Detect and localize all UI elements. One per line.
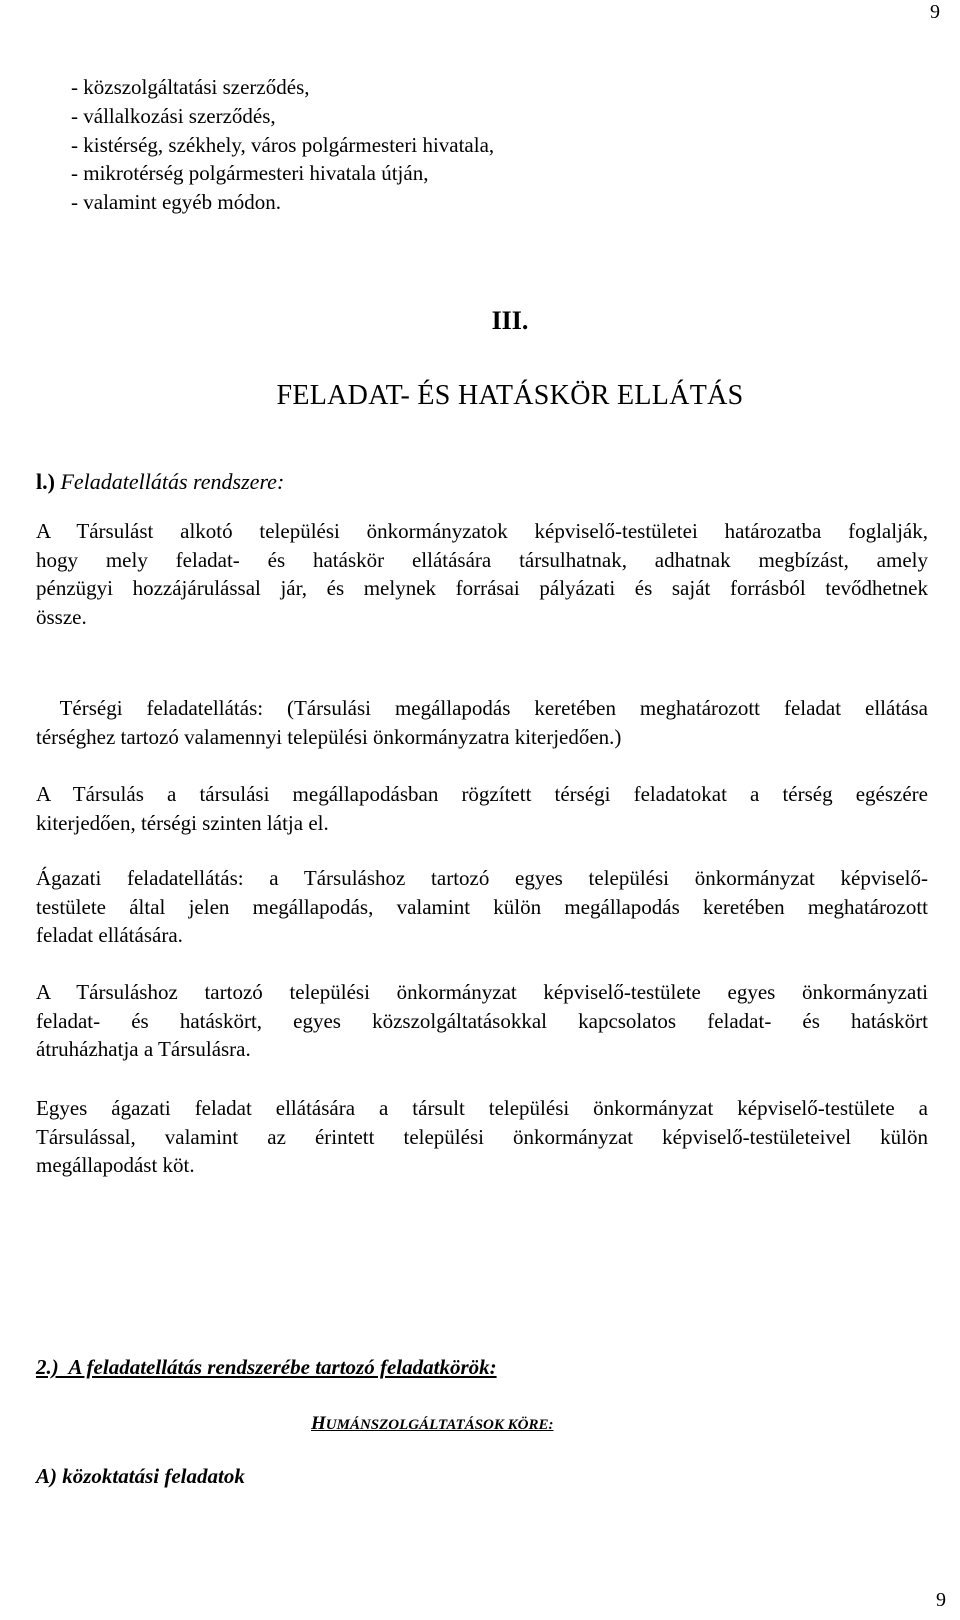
subsection-heading [36, 469, 284, 495]
paragraph-line: testülete által jelen megállapodás, valamint külön megállapodás keretében meghatározott [36, 894, 928, 919]
list-item: - mikrotérség polgármesteri hivatala útján, [71, 161, 429, 186]
subheading-humanszolgaltatasok [311, 1413, 553, 1435]
paragraph-line: össze. [36, 604, 87, 629]
paragraph-line: feladat- és hatáskört, egyes közszolgáltatásokkal kapcsolatos feladat- és hatáskört [36, 1008, 928, 1033]
paragraph-line: pénzügyi hozzájárulással jár, és melynek forrásai pályázati és saját forrásból tevődhetnek [36, 576, 928, 601]
subsection-title: Feladatellátás rendszere: [60, 469, 285, 494]
paragraph-line: A Társulás a társulási megállapodásban rögzített térségi feladatokat a térség egészére [36, 782, 928, 806]
paragraph-line: Egyes ágazati feladat ellátására a társult települési önkormányzat képviselő-testülete a [36, 1096, 928, 1120]
paragraph-line: Térségi feladatellátás: (Társulási megállapodás keretében meghatározott feladat ellátása [36, 696, 928, 720]
paragraph [36, 780, 928, 837]
paragraph [36, 978, 928, 1064]
paragraph-line: kiterjedően, térségi szinten látja el. [36, 810, 329, 835]
list-item: - vállalkozási szerződés, [71, 103, 276, 128]
page-number-top: 9 [930, 1, 940, 23]
paragraph-line: átruházhatja a Társulásra. [36, 1037, 251, 1062]
paragraph-line: feladat ellátására. [36, 923, 183, 948]
paragraph [36, 1094, 928, 1180]
paragraph-line: megállapodást köt. [36, 1153, 195, 1178]
paragraph-line: hogy mely feladat- és hatáskör ellátására társulhatnak, adhatnak megbízást, amely [36, 547, 928, 572]
section-title: FELADAT- ÉS HATÁSKÖR ELLÁTÁS [276, 380, 744, 411]
paragraph-line: Társulással, valamint az érintett települési önkormányzat képviselő-testületeivel külön [36, 1124, 928, 1149]
subheading-feladatkorok: 2.) A feladatellátás rendszerébe tartozó feladatkörök: [36, 1355, 497, 1379]
paragraph-line: A Társuláshoz tartozó települési önkormányzat képviselő-testülete egyes önkormányzati [36, 980, 928, 1004]
paragraph-line: térséghez tartozó valamennyi települési önkormányzatra kiterjedően.) [36, 724, 622, 749]
subheading-kozoktatas: A) közoktatási feladatok [36, 1464, 245, 1488]
paragraph [36, 517, 928, 631]
subsection-marker: l.) [36, 469, 55, 494]
bullet-list [71, 73, 494, 217]
list-item: - közszolgáltatási szerződés, [71, 75, 310, 99]
list-item: - kistérség, székhely, város polgármesteri hivatala, [71, 132, 495, 157]
paragraph [36, 864, 928, 950]
paragraph-line: Ágazati feladatellátás: a Társuláshoz tartozó egyes települési önkormányzat képviselő- [36, 866, 928, 890]
heading-initial: H [311, 1413, 326, 1434]
section-number: III. [491, 306, 529, 335]
heading-smallcaps: UMÁNSZOLGÁLTATÁSOK KÖRE: [325, 1417, 554, 1433]
paragraph-line: A Társulást alkotó települési önkormányzatok képviselő-testületei határozatba foglalják, [36, 519, 928, 543]
paragraph [36, 694, 928, 751]
list-item: - valamint egyéb módon. [71, 190, 281, 215]
page-number-bottom: 9 [936, 1589, 946, 1611]
